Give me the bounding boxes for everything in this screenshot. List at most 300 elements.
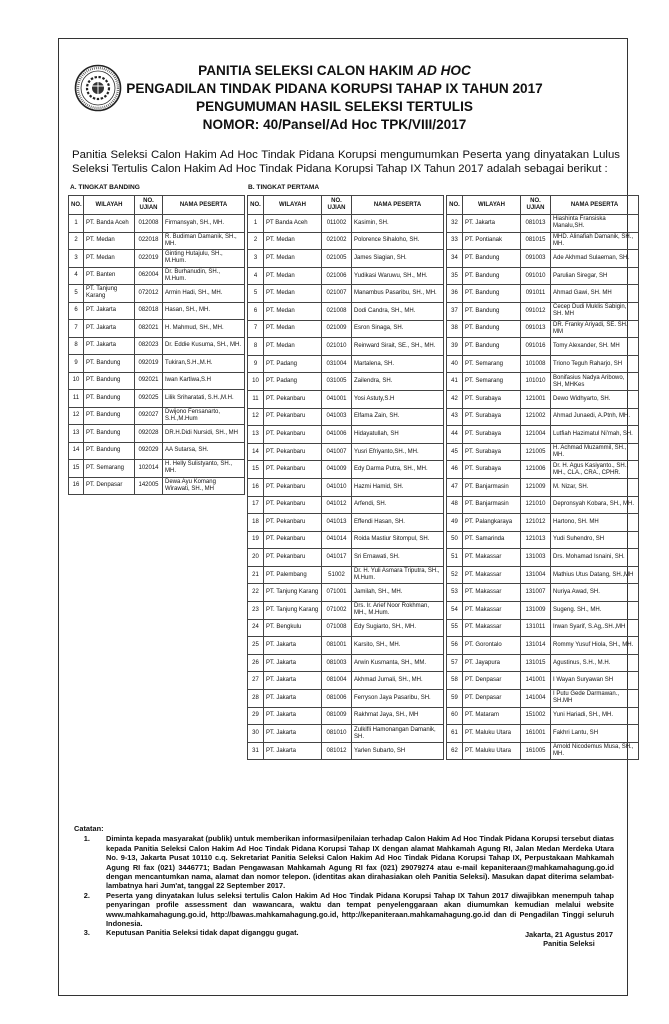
cell-wilayah: PT. Medan (264, 285, 322, 303)
table-row (248, 637, 444, 655)
cell-nama: Hiashinta Fransiska Manalu,SH. (551, 215, 639, 233)
cell-nama: Martalena, SH. (352, 355, 444, 373)
table-row (248, 566, 444, 584)
cell-nama: Dr. Eddie Kusuma, SH., MH. (163, 337, 245, 355)
cell-nama: Irwan Syarif, S.Ag,.SH.,MH (551, 619, 639, 637)
cell-wilayah: PT. Denpasar (84, 477, 135, 495)
cell-wilayah: PT Banda Aceh (264, 215, 322, 233)
cell-ujian: 131007 (521, 584, 551, 602)
cell-no: 62 (447, 742, 463, 760)
cell-wilayah: PT. Bandung (463, 338, 521, 356)
table-row (248, 672, 444, 690)
cell-ujian: 121005 (521, 443, 551, 461)
cell-nama: Rommy Yusuf Hiola, SH., MH. (551, 637, 639, 655)
cell-nama: Manambus Pasaribu, SH., MH. (352, 285, 444, 303)
cell-wilayah: PT. Padang (264, 355, 322, 373)
cell-wilayah: PT. Medan (264, 302, 322, 320)
table-row (248, 707, 444, 725)
cell-wilayah: PT. Makassar (463, 584, 521, 602)
cell-no: 21 (248, 566, 264, 584)
cell-nama: Hasan, SH., MH. (163, 302, 245, 320)
table-row (447, 390, 639, 408)
cell-no: 46 (447, 461, 463, 479)
cell-no: 8 (69, 337, 84, 355)
table-row (248, 742, 444, 760)
cell-wilayah: PT. Jakarta (84, 337, 135, 355)
table-row (248, 215, 444, 233)
note-item: 1. Diminta kepada masyarakat (publik) untuk memberikan informasi/penilaian terhadap Calon Hakim Ad Hoc Tindak Pidana Korupsi tersebut diatas kepada Panitia Seleksi Calon Hakim Ad Hoc Tindak Pidana Korupsi Tahap IX dengan alamat Mahkamah Agung RI, Jalan Medan Merdeka Utara No. 9-13, Jakarta Pusat 10110 c.q. Sekretariat Panitia Seleksi Calon Hakim Ad Hoc Tindak Pidana Korupsi Tahap IX, Perpustakaan Mahkamah Agung RI fax (021) 3446771; Badan Pengawasan Mahkamah Agung RI fax (021) 29079274 atau e-mail kepaniteraan@mahkamahagung.go.id dengan mencantumkan nama, alamat dan nomor telepon. (identitas akan dirahasiakan oleh Panitia Seleksi). Masukan dapat diterima selambat-lambatnya hari Jum'at, tanggal 22 September 2017. (92, 834, 614, 890)
cell-nama: Hidayatullah, SH (352, 426, 444, 444)
cell-nama: Hartono, SH. MH (551, 514, 639, 532)
signature-signer: Panitia Seleksi (543, 939, 595, 949)
table-row (447, 690, 639, 708)
cell-ujian: 021008 (322, 302, 352, 320)
cell-no: 9 (248, 355, 264, 373)
cell-no: 13 (69, 425, 84, 443)
cell-nama: Jamilah, SH., MH. (352, 584, 444, 602)
table-row (248, 390, 444, 408)
cell-ujian: 131015 (521, 654, 551, 672)
cell-no: 14 (69, 442, 84, 460)
table-row (447, 338, 639, 356)
cell-ujian: 131009 (521, 602, 551, 620)
cell-ujian: 021005 (322, 250, 352, 268)
cell-wilayah: PT. Bandung (463, 267, 521, 285)
cell-no: 15 (248, 461, 264, 479)
intro-paragraph: Panitia Seleksi Calon Hakim Ad Hoc Tindak Pidana Korupsi mengumumkan Peserta yang dinyatakan Lulus Seleksi Tertulis Calon Hakim Ad Hoc Tindak Pidana Korupsi Tahap IX Tahun 2017 adalah sebagai berikut : (72, 149, 620, 175)
table-row (69, 267, 245, 285)
cell-ujian: 072012 (135, 285, 163, 303)
cell-nama: Reinward Sirait, SE., SH., MH. (352, 338, 444, 356)
table-row (447, 672, 639, 690)
table-row (447, 320, 639, 338)
cell-no: 54 (447, 602, 463, 620)
cell-nama: Akhmad Jumali, SH., MH. (352, 672, 444, 690)
header-ad-hoc: AD HOC (417, 63, 471, 78)
cell-ujian: 081006 (322, 690, 352, 708)
table-row (248, 619, 444, 637)
table-row (248, 373, 444, 391)
cell-ujian: 142005 (135, 477, 163, 495)
cell-wilayah: PT. Semarang (463, 355, 521, 373)
cell-wilayah: PT. Surabaya (463, 426, 521, 444)
cell-nama: Cecep Dudi Muklis Sabigin, SH. MH (551, 302, 639, 320)
cell-wilayah: PT. Pekanbaru (264, 426, 322, 444)
cell-ujian: 041003 (322, 408, 352, 426)
cell-wilayah: PT. Maluku Utara (463, 742, 521, 760)
cell-ujian: 081012 (322, 742, 352, 760)
cell-no: 38 (447, 320, 463, 338)
cell-nama: Edy Darma Putra, SH., MH. (352, 461, 444, 479)
cell-no: 5 (69, 285, 84, 303)
cell-nama: Effendi Hasan, SH. (352, 514, 444, 532)
cell-no: 7 (69, 320, 84, 338)
cell-nama: Triono Teguh Raharjo, SH (551, 355, 639, 373)
table-row (248, 408, 444, 426)
cell-no: 59 (447, 690, 463, 708)
table-row (69, 425, 245, 443)
cell-nama: Sugeng. SH., MH. (551, 602, 639, 620)
cell-ujian: 141001 (521, 672, 551, 690)
cell-no: 61 (447, 725, 463, 743)
cell-no: 4 (69, 267, 84, 285)
cell-ujian: 121006 (521, 461, 551, 479)
table-row (447, 725, 639, 743)
col-nama: NAMA PESERTA (551, 196, 639, 215)
cell-wilayah: PT. Medan (264, 232, 322, 250)
cell-ujian: 161001 (521, 725, 551, 743)
cell-wilayah: PT. Surabaya (463, 443, 521, 461)
cell-ujian: 131011 (521, 619, 551, 637)
cell-wilayah: PT. Bandung (463, 285, 521, 303)
cell-wilayah: PT. Makassar (463, 602, 521, 620)
cell-nama: MHD. Alinafiah Damanik, SH., MH. (551, 232, 639, 250)
cell-ujian: 071002 (322, 602, 352, 620)
cell-ujian: 031004 (322, 355, 352, 373)
cell-ujian: 021006 (322, 267, 352, 285)
cell-no: 31 (248, 742, 264, 760)
table-row (248, 338, 444, 356)
notes-caption: Catatan: (74, 824, 104, 833)
cell-wilayah: PT. Samarinda (463, 531, 521, 549)
table-row (248, 496, 444, 514)
cell-ujian: 131003 (521, 549, 551, 567)
cell-wilayah: PT. Tanjung Karang (264, 584, 322, 602)
cell-nama: Drs. Mohamad Isnaini, SH. (551, 549, 639, 567)
cell-ujian: 041017 (322, 549, 352, 567)
table-row (248, 531, 444, 549)
table-row (447, 250, 639, 268)
cell-nama: Elfama Zain, SH. (352, 408, 444, 426)
cell-ujian: 081001 (322, 637, 352, 655)
table-row (248, 355, 444, 373)
table-row (69, 372, 245, 390)
section-b-title: B. TINGKAT PERTAMA (248, 184, 320, 191)
cell-nama: Roida Mastiur Sitompul, SH. (352, 531, 444, 549)
cell-wilayah: PT. Gorontalo (463, 637, 521, 655)
cell-ujian: 041010 (322, 478, 352, 496)
cell-nama: Dewa Ayu Komang Wirawati, SH., MH (163, 477, 245, 495)
cell-nama: Yudi Suhendro, SH (551, 531, 639, 549)
cell-wilayah: PT. Makassar (463, 549, 521, 567)
table-row (69, 232, 245, 250)
cell-no: 30 (248, 725, 264, 743)
cell-ujian: 041001 (322, 390, 352, 408)
cell-wilayah: PT. Bandung (84, 442, 135, 460)
cell-wilayah: PT. Bengkulu (264, 619, 322, 637)
cell-ujian: 081003 (322, 654, 352, 672)
table-row (69, 337, 245, 355)
table-row (447, 602, 639, 620)
cell-ujian: 121012 (521, 514, 551, 532)
cell-wilayah: PT. Jakarta (264, 707, 322, 725)
cell-nama: Lutfiah Hazimatul Ni'mah, SH. (551, 426, 639, 444)
cell-wilayah: PT. Surabaya (463, 461, 521, 479)
cell-wilayah: PT. Jakarta (84, 320, 135, 338)
cell-no: 4 (248, 267, 264, 285)
cell-ujian: 082018 (135, 302, 163, 320)
col-no: NO. (248, 196, 264, 215)
table-row (447, 637, 639, 655)
cell-no: 57 (447, 654, 463, 672)
table-row (69, 390, 245, 408)
cell-no: 45 (447, 443, 463, 461)
table-row (447, 232, 639, 250)
cell-no: 8 (248, 338, 264, 356)
col-wilayah: WILAYAH (463, 196, 521, 215)
cell-no: 39 (447, 338, 463, 356)
table-row (447, 531, 639, 549)
cell-no: 1 (69, 215, 84, 233)
cell-no: 1 (248, 215, 264, 233)
cell-wilayah: PT. Bandung (463, 320, 521, 338)
cell-wilayah: PT. Bandung (84, 390, 135, 408)
cell-wilayah: PT. Jakarta (264, 725, 322, 743)
table-row (248, 320, 444, 338)
cell-ujian: 091013 (521, 320, 551, 338)
cell-nama: Karsito, SH., MH. (352, 637, 444, 655)
cell-nama: Dwijono Fensanarto, S.H.,M.Hum (163, 407, 245, 425)
cell-nama: Rakhmat Jaya, SH., MH (352, 707, 444, 725)
cell-no: 22 (248, 584, 264, 602)
table-row (248, 250, 444, 268)
cell-wilayah: PT. Tanjung Karang (84, 285, 135, 303)
cell-nama: Ahmad Gawi, SH. MH (551, 285, 639, 303)
cell-ujian: 091003 (521, 250, 551, 268)
table-tingkat-pertama-2 (446, 195, 639, 760)
cell-nama: H. Helly Sulistyanto, SH., MH. (163, 460, 245, 478)
cell-wilayah: PT. Makassar (463, 619, 521, 637)
cell-nama: Esron Sinaga, SH. (352, 320, 444, 338)
cell-wilayah: PT. Jayapura (463, 654, 521, 672)
cell-ujian: 041013 (322, 514, 352, 532)
cell-nama: James Siagian, SH. (352, 250, 444, 268)
cell-nama: M. Nizar, SH. (551, 478, 639, 496)
cell-ujian: 091010 (521, 267, 551, 285)
cell-nama: Polorence Sihaloho, SH. (352, 232, 444, 250)
cell-no: 12 (248, 408, 264, 426)
cell-no: 53 (447, 584, 463, 602)
table-row (69, 407, 245, 425)
cell-no: 11 (248, 390, 264, 408)
cell-no: 27 (248, 672, 264, 690)
cell-nama: Dr. H. Yuli Asmara Triputra, SH., M.Hum. (352, 566, 444, 584)
cell-nama: AA Sutarsa, SH. (163, 442, 245, 460)
cell-ujian: 091016 (521, 338, 551, 356)
cell-nama: Firmansyah, SH., MH. (163, 215, 245, 233)
cell-ujian: 041007 (322, 443, 352, 461)
cell-wilayah: PT. Pekanbaru (264, 549, 322, 567)
table-row (447, 549, 639, 567)
cell-no: 41 (447, 373, 463, 391)
cell-ujian: 081010 (322, 725, 352, 743)
cell-nama: Ade Akhmad Sulaeman, SH. (551, 250, 639, 268)
cell-wilayah: PT. Pekanbaru (264, 514, 322, 532)
table-row (69, 215, 245, 233)
cell-ujian: 041009 (322, 461, 352, 479)
cell-wilayah: PT. Semarang (84, 460, 135, 478)
col-ujian: NO. UJIAN (322, 196, 352, 215)
cell-nama: Agustinus, S.H., M.H. (551, 654, 639, 672)
cell-ujian: 092028 (135, 425, 163, 443)
table-row (248, 267, 444, 285)
cell-wilayah: PT. Denpasar (463, 690, 521, 708)
cell-ujian: 022018 (135, 232, 163, 250)
cell-ujian: 021009 (322, 320, 352, 338)
cell-ujian: 062004 (135, 267, 163, 285)
cell-nama: Kasimin, SH. (352, 215, 444, 233)
cell-ujian: 131004 (521, 566, 551, 584)
signature-place-date: Jakarta, 21 Agustus 2017 (524, 930, 613, 939)
cell-nama: Sri Ernawati, SH. (352, 549, 444, 567)
col-no: NO. (69, 196, 84, 215)
header-line-2: PENGADILAN TINDAK PIDANA KORUPSI TAHAP IX TAHUN 2017 (126, 81, 543, 96)
cell-wilayah: PT. Banda Aceh (84, 215, 135, 233)
cell-wilayah: PT. Jakarta (463, 215, 521, 233)
table-row (447, 355, 639, 373)
cell-nama: Bonifasius Nadya Aribowo, SH, MHKes (551, 373, 639, 391)
table-row (447, 461, 639, 479)
cell-nama: Zulkifli Hamonangan Damanik, SH. (352, 725, 444, 743)
cell-nama: Tukiran,S.H.,M.H. (163, 355, 245, 373)
cell-ujian: 51002 (322, 566, 352, 584)
cell-no: 33 (447, 232, 463, 250)
table-row (69, 302, 245, 320)
cell-wilayah: PT. Pekanbaru (264, 531, 322, 549)
table-row (447, 654, 639, 672)
table-row (447, 514, 639, 532)
cell-wilayah: PT. Pekanbaru (264, 461, 322, 479)
cell-ujian: 092019 (135, 355, 163, 373)
cell-no: 50 (447, 531, 463, 549)
cell-no: 60 (447, 707, 463, 725)
cell-nama: Yudikasi Waruwu, SH., MH. (352, 267, 444, 285)
cell-ujian: 092025 (135, 390, 163, 408)
cell-wilayah: PT. Maluku Utara (463, 725, 521, 743)
table-row (447, 619, 639, 637)
table-row (248, 514, 444, 532)
table-tingkat-banding (68, 195, 245, 495)
cell-wilayah: PT. Tanjung Karang (264, 602, 322, 620)
col-wilayah: WILAYAH (84, 196, 135, 215)
cell-wilayah: PT. Medan (264, 320, 322, 338)
cell-no: 12 (69, 407, 84, 425)
cell-wilayah: PT. Padang (264, 373, 322, 391)
cell-no: 9 (69, 355, 84, 373)
cell-nama: I Putu Gede Darmawan., SH.MH (551, 690, 639, 708)
cell-nama: Fakhri Lantu, SH (551, 725, 639, 743)
cell-wilayah: PT. Pekanbaru (264, 390, 322, 408)
cell-wilayah: PT. Bandung (84, 425, 135, 443)
table-row (447, 302, 639, 320)
cell-nama: Hazmi Hamid, SH. (352, 478, 444, 496)
cell-ujian: 121009 (521, 478, 551, 496)
cell-ujian: 081015 (521, 232, 551, 250)
note-item: 3. Keputusan Panitia Seleksi tidak dapat diganggu gugat. (92, 928, 614, 937)
col-no: NO. (447, 196, 463, 215)
cell-nama: Ferryson Jaya Pasaribu, SH. (352, 690, 444, 708)
table-row (447, 584, 639, 602)
table-row (447, 707, 639, 725)
cell-nama: H. Mahmud, SH., MH. (163, 320, 245, 338)
cell-ujian: 121013 (521, 531, 551, 549)
cell-no: 44 (447, 426, 463, 444)
cell-wilayah: PT. Pekanbaru (264, 408, 322, 426)
col-wilayah: WILAYAH (264, 196, 322, 215)
cell-nama: R. Budiman Damanik, SH., MH. (163, 232, 245, 250)
cell-wilayah: PT. Jakarta (84, 302, 135, 320)
table-row (69, 460, 245, 478)
cell-ujian: 081013 (521, 215, 551, 233)
cell-nama: Yuni Hariadi, SH., MH. (551, 707, 639, 725)
cell-no: 16 (248, 478, 264, 496)
table-row (447, 373, 639, 391)
cell-no: 40 (447, 355, 463, 373)
cell-nama: Dewo Widhyarto, SH. (551, 390, 639, 408)
cell-wilayah: PT. Medan (264, 267, 322, 285)
cell-no: 47 (447, 478, 463, 496)
table-row (447, 496, 639, 514)
table-row (69, 320, 245, 338)
cell-wilayah: PT. Bandung (463, 250, 521, 268)
cell-nama: Parulian Siregar, SH (551, 267, 639, 285)
cell-no: 43 (447, 408, 463, 426)
cell-wilayah: PT. Pontianak (463, 232, 521, 250)
cell-no: 16 (69, 477, 84, 495)
cell-wilayah: PT. Makassar (463, 566, 521, 584)
cell-wilayah: PT. Jakarta (264, 654, 322, 672)
table-row (447, 443, 639, 461)
table-row (248, 443, 444, 461)
cell-wilayah: PT. Medan (264, 250, 322, 268)
cell-ujian: 121010 (521, 496, 551, 514)
cell-nama: Dr. Burhanudin, SH., M.Hum. (163, 267, 245, 285)
cell-no: 17 (248, 496, 264, 514)
cell-ujian: 092021 (135, 372, 163, 390)
col-ujian: NO. UJIAN (521, 196, 551, 215)
table-row (248, 232, 444, 250)
cell-no: 2 (69, 232, 84, 250)
cell-no: 18 (248, 514, 264, 532)
cell-wilayah: PT. Pekanbaru (264, 496, 322, 514)
cell-ujian: 092027 (135, 407, 163, 425)
cell-wilayah: PT. Medan (264, 338, 322, 356)
cell-ujian: 101010 (521, 373, 551, 391)
table-row (447, 566, 639, 584)
cell-ujian: 091012 (521, 302, 551, 320)
cell-wilayah: PT. Mataram (463, 707, 521, 725)
cell-no: 6 (69, 302, 84, 320)
cell-wilayah: PT. Denpasar (463, 672, 521, 690)
table-tingkat-pertama-1 (247, 195, 444, 760)
notes-section (74, 824, 614, 938)
cell-no: 55 (447, 619, 463, 637)
cell-no: 7 (248, 320, 264, 338)
table-row (447, 426, 639, 444)
table-row (447, 267, 639, 285)
table-row (248, 549, 444, 567)
cell-ujian: 161005 (521, 742, 551, 760)
cell-no: 36 (447, 285, 463, 303)
table-row (447, 408, 639, 426)
cell-ujian: 021010 (322, 338, 352, 356)
col-nama: NAMA PESERTA (352, 196, 444, 215)
cell-wilayah: PT. Jakarta (264, 637, 322, 655)
cell-wilayah: PT. Semarang (463, 373, 521, 391)
cell-ujian: 082021 (135, 320, 163, 338)
section-a-title: A. TINGKAT BANDING (70, 184, 140, 191)
table-row (248, 302, 444, 320)
